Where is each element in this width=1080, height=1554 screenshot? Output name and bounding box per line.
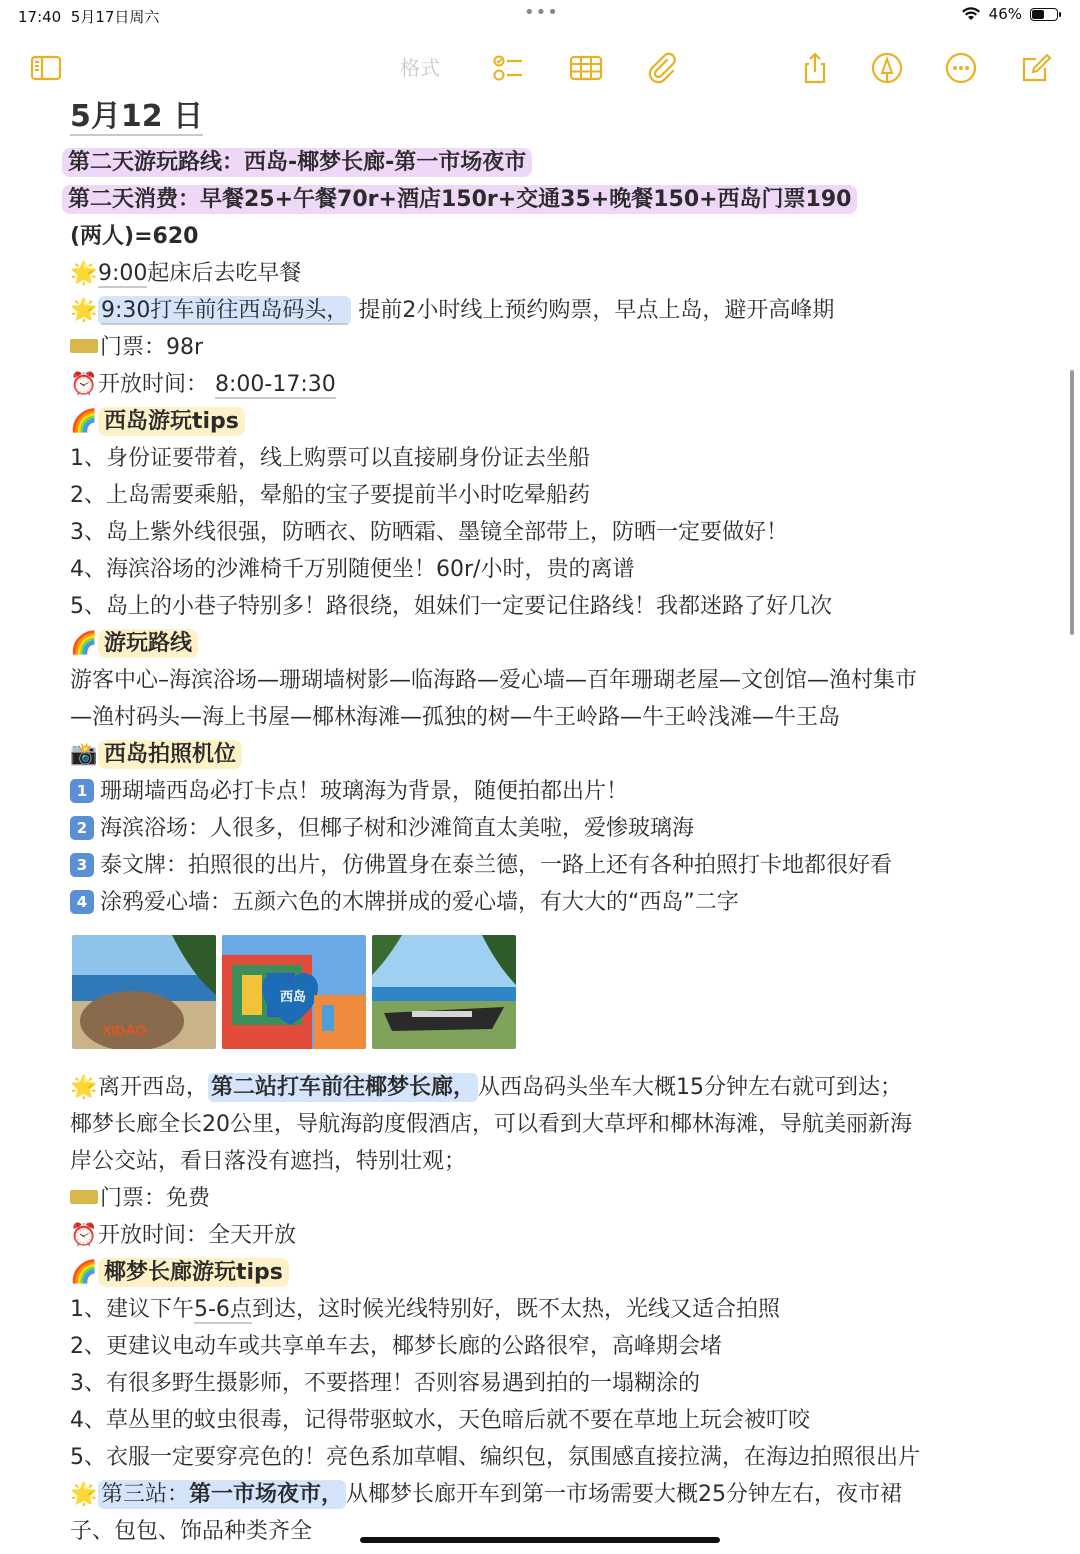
schedule-xidao: 🌟 9:30打车前往西岛码头， 提前2小时线上预约购票，早点上岛，避开高峰期	[70, 292, 1030, 329]
home-indicator[interactable]	[360, 1537, 720, 1543]
alarm-clock-icon: ⏰	[70, 372, 98, 397]
status-right	[961, 5, 1058, 23]
photo-spot-item: 2 海滨浴场：人很多，但椰子树和沙滩简直太美啦，爱惨玻璃海	[70, 810, 1030, 847]
opening-hours: ⏰开放时间：全天开放	[70, 1217, 1030, 1254]
list-item: 4、海滨浴场的沙滩椅千万别随便坐！60r/小时，贵的离谱	[70, 557, 635, 582]
xidao-tips-heading: 🌈 西岛游玩tips	[70, 403, 1030, 440]
multitasking-dots-icon[interactable]: •••	[524, 2, 559, 23]
notes-toolbar	[0, 40, 1080, 92]
list-item: 3、岛上紫外线很强，防晒衣、防晒霜、墨镜全部带上，防晒一定要做好！	[70, 520, 788, 545]
share-icon[interactable]	[795, 48, 835, 88]
wifi-icon	[961, 6, 981, 22]
leave-xidao-line: 🌟离开西岛， 第二站打车前往椰梦长廊， 从西岛码头坐车大概15分钟左右就可到达；	[70, 1069, 1030, 1106]
photo-xidao-rock[interactable]	[72, 935, 216, 1049]
ticket-price: 门票：免费	[70, 1180, 1030, 1217]
list-item: 4、草丛里的蚊虫很毒，记得带驱蚊水，天色暗后就不要在草地上玩会被叮咬	[70, 1408, 810, 1433]
route-line: —渔村码头—海上书屋—椰林海滩—孤独的树—牛王岭路—牛王岭浅滩—牛王岛	[70, 705, 841, 730]
coconut-corridor-desc: 岸公交站，看日落没有遮挡，特别壮观；	[70, 1149, 467, 1174]
photo-spot-item: 4 涂鸦爱心墙：五颜六色的木牌拼成的爱心墙，有大大的“西岛”二字	[70, 884, 1030, 921]
table-icon[interactable]	[566, 48, 606, 88]
cost-total: (两人)=620	[70, 224, 199, 249]
battery-percent: 46%	[988, 5, 1022, 23]
route-list-heading: 🌈 游玩路线	[70, 625, 1030, 662]
third-stop-line: 🌟 第三站：第一市场夜市， 从椰梦长廊开车到第一市场需要大概25分钟左右，夜市裙	[70, 1476, 1030, 1513]
list-item: 5、衣服一定要穿亮色的！亮色系加草帽、编织包，氛围感直接拉满，在海边拍照很出片	[70, 1445, 920, 1470]
markup-pen-icon[interactable]	[867, 48, 907, 88]
star-icon: 🌟	[70, 298, 98, 323]
camera-icon: 📸	[70, 742, 98, 767]
ticket-price: 门票：98r	[70, 329, 1030, 366]
third-stop-line: 子、包包、饰品种类齐全	[70, 1519, 313, 1544]
photo-rock-text: XIDAO	[102, 1022, 147, 1038]
photo-spots-heading: 📸 西岛拍照机位	[70, 736, 1030, 773]
scrollbar[interactable]	[1070, 370, 1074, 635]
list-item: 5、岛上的小巷子特别多！路很绕，姐妹们一定要记住路线！我都迷路了好几次	[70, 594, 832, 619]
keycap-1-icon: 1	[70, 779, 94, 803]
list-item: 1、身份证要带着，线上购票可以直接刷身份证去坐船	[70, 446, 590, 471]
sidebar-icon[interactable]	[26, 48, 66, 88]
keycap-4-icon: 4	[70, 890, 94, 914]
keycap-2-icon: 2	[70, 816, 94, 840]
photo-spot-item: 1 珊瑚墙西岛必打卡点！玻璃海为背景，随便拍都出片！	[70, 773, 1030, 810]
list-item: 1、建议下午5-6点到达，这时候光线特别好，既不太热，光线又适合拍照	[70, 1297, 780, 1322]
keycap-3-icon: 3	[70, 853, 94, 877]
cost-line: 第二天消费：早餐25+午餐70r+酒店150r+交通35+晚餐150+西岛门票190	[70, 181, 1030, 218]
photo-graffiti-wall[interactable]	[222, 935, 366, 1049]
star-icon: 🌟	[70, 1075, 98, 1100]
photo-graffiti-text: 西岛	[280, 990, 307, 1005]
rainbow-icon: 🌈	[70, 409, 98, 434]
battery-icon	[1030, 8, 1058, 21]
rainbow-icon: 🌈	[70, 1260, 98, 1285]
list-item: 2、更建议电动车或共享单车去，椰梦长廊的公路很窄，高峰期会堵	[70, 1334, 722, 1359]
photo-spot-item: 3 泰文牌：拍照很的出片，仿佛置身在泰兰德，一路上还有各种拍照打卡地都很好看	[70, 847, 1030, 884]
compose-icon[interactable]	[1016, 48, 1056, 88]
status-time: 17:40 5月17日周六	[18, 8, 160, 26]
status-bar	[0, 0, 1080, 32]
photo-gallery	[72, 935, 1030, 1049]
schedule-breakfast: 🌟9:00起床后去吃早餐	[70, 255, 1030, 292]
list-item: 3、有很多野生摄影师，不要搭理！否则容易遇到拍的一塌糊涂的	[70, 1371, 700, 1396]
coconut-tips-heading: 🌈 椰梦长廊游玩tips	[70, 1254, 1030, 1291]
checklist-icon[interactable]	[488, 48, 528, 88]
route-line: 游客中心–海滨浴场—珊瑚墙树影—临海路—爱心墙—百年珊瑚老屋—文创馆—渔村集市	[70, 668, 918, 693]
photo-boat-beach[interactable]	[372, 935, 516, 1049]
list-item: 2、上岛需要乘船，晕船的宝子要提前半小时吃晕船药	[70, 483, 590, 508]
opening-hours: ⏰开放时间： 8:00-17:30	[70, 366, 1030, 403]
note-body[interactable]	[70, 96, 1030, 1550]
route-heading: 第二天游玩路线：西岛-椰梦长廊-第一市场夜市	[70, 144, 1030, 181]
paperclip-icon[interactable]	[642, 48, 682, 88]
rainbow-icon: 🌈	[70, 631, 98, 656]
coconut-corridor-desc: 椰梦长廊全长20公里，导航海韵度假酒店，可以看到大草坪和椰林海滩，导航美丽新海	[70, 1112, 912, 1137]
ticket-icon	[70, 1190, 98, 1204]
star-icon: 🌟	[70, 261, 98, 286]
alarm-clock-icon: ⏰	[70, 1223, 98, 1248]
format-button[interactable]: 格式	[400, 56, 440, 80]
note-title: 5月12 日	[70, 99, 204, 134]
more-icon[interactable]	[941, 48, 981, 88]
star-icon: 🌟	[70, 1482, 98, 1507]
ticket-icon	[70, 339, 98, 353]
